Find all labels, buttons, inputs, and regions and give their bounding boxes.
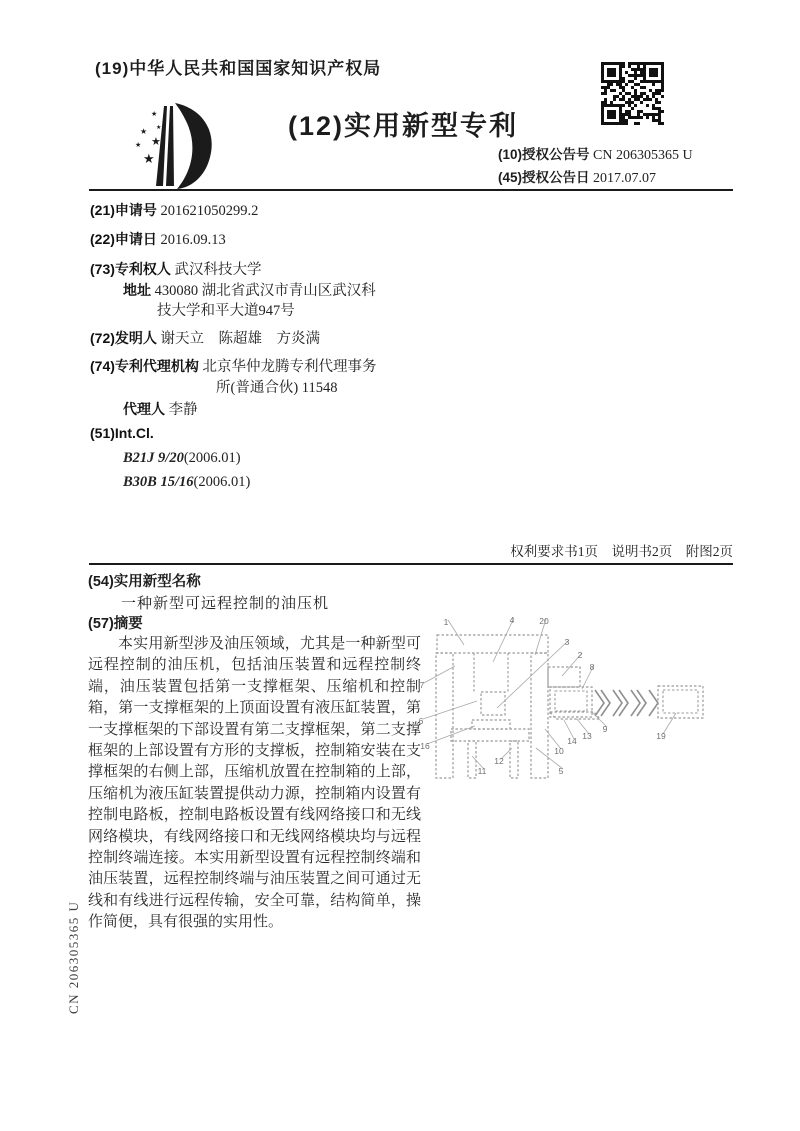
publication-number-label: (10)授权公告号 <box>498 147 590 162</box>
patent-figure <box>415 598 765 812</box>
figure-compressor <box>548 667 580 687</box>
svg-text:3: 3 <box>564 637 570 647</box>
figure-support-plate <box>472 720 510 729</box>
intcl-class: B21J 9/20 <box>123 450 184 466</box>
side-publication-code: CN 206305365 U <box>66 900 81 1014</box>
svg-text:14: 14 <box>567 736 577 746</box>
svg-text:19: 19 <box>656 731 666 741</box>
application-date-label: (22)申请日 <box>90 231 157 247</box>
star-icon: ★ <box>143 152 155 167</box>
star-icon: ★ <box>156 124 162 131</box>
signal-arrows-icon <box>595 690 658 716</box>
figure-top-beam <box>437 635 548 653</box>
svg-text:16: 16 <box>420 741 430 751</box>
inventors-line <box>90 327 320 348</box>
star-icon: ★ <box>135 141 142 149</box>
application-date: 2016.09.13 <box>160 232 226 248</box>
pages-info: 权利要求书1页 说明书2页 附图2页 <box>510 544 733 559</box>
intcl-label: (51)Int.Cl. <box>90 425 154 441</box>
cnipa-logo <box>125 98 235 190</box>
figure-leg <box>510 741 518 778</box>
address-line-2 <box>157 299 295 320</box>
address-line-1 <box>123 279 376 300</box>
svg-text:4: 4 <box>509 615 515 625</box>
header-divider <box>89 189 733 191</box>
application-number: 201621050299.2 <box>160 203 259 219</box>
abstract-section-label: (57)摘要 <box>88 616 143 632</box>
agency-value-1: 北京华仲龙腾专利代理事务 <box>202 359 377 375</box>
address-label: 地址 <box>123 282 151 298</box>
publication-number-line <box>498 143 693 164</box>
svg-text:20: 20 <box>539 616 549 626</box>
agency-line-2 <box>216 376 338 397</box>
patentee-line <box>90 258 262 279</box>
address-value-1: 430080 湖北省武汉市青山区武汉科 <box>154 283 376 299</box>
intcl-entry <box>123 450 241 467</box>
publication-date-line <box>498 166 656 187</box>
star-icon: ★ <box>140 127 148 136</box>
abstract-paragraph: 本实用新型涉及油压领域，尤其是一种新型可远程控制的油压机，包括油压装置和远程控制终端，油压装置包括第一支撑框架、压缩机和控制箱，第一支撑框架的上顶面设置有液压缸装置，第一支撑框架的下部设置有第二支撑框架，第二支撑框架的上部设置有方形的支撑板，控制箱安装在支撑框架的右侧上部，压缩机放置在控制箱的上部，压缩机为液压缸装置提供动力源，控制箱内设置有控制电路板，控制电路板设置有线网络接口和无线网络模块，有线网络接口和无线网络模块均与远程控制终端连接。本实用新型设置有远程控制终端和油压装置，远程控制终端与油压装置之间可通过无线和有线进行远程传输，安全可靠，结构简单，操作简便，具有很强的实用性。 <box>88 636 421 931</box>
agent-label: 代理人 <box>123 401 165 417</box>
star-icon: ★ <box>151 110 158 118</box>
svg-text:8: 8 <box>589 662 595 672</box>
svg-text:11: 11 <box>477 766 487 776</box>
svg-text:1: 1 <box>443 617 449 627</box>
application-number-line <box>90 200 258 220</box>
application-number-label: (21)申请号 <box>90 202 157 218</box>
svg-text:5: 5 <box>558 766 564 776</box>
application-date-line <box>90 229 226 249</box>
intcl-entry <box>123 474 250 491</box>
star-icon: ★ <box>151 135 161 148</box>
svg-text:12: 12 <box>494 756 504 766</box>
svg-text:6: 6 <box>418 716 424 726</box>
intcl-version: (2006.01) <box>193 474 251 490</box>
inventors-label: (72)发明人 <box>90 330 157 346</box>
agent: 李静 <box>168 402 198 418</box>
abstract-text <box>88 634 421 934</box>
svg-text:7: 7 <box>419 680 425 690</box>
inventors: 谢天立 陈超雄 方炎满 <box>160 331 321 347</box>
publication-number: CN 206305365 U <box>593 148 693 163</box>
patentee: 武汉科技大学 <box>174 262 262 278</box>
patentee-label: (73)专利权人 <box>90 261 171 277</box>
svg-text:2: 2 <box>577 650 583 660</box>
intcl-heading <box>90 425 154 443</box>
agent-line <box>123 398 198 419</box>
issuing-office: (19)中华人民共和国国家知识产权局 <box>95 59 382 78</box>
svg-text:9: 9 <box>602 724 608 734</box>
agency-label: (74)专利代理机构 <box>90 358 199 374</box>
intcl-class: B30B 15/16 <box>123 474 194 490</box>
document-type: (12)实用新型专利 <box>288 111 519 141</box>
figure-right-column <box>531 653 548 778</box>
agency-value-2: 所(普通合伙) 11548 <box>216 380 338 396</box>
figure-control-screen <box>555 691 587 711</box>
section-divider <box>89 563 733 565</box>
intcl-version: (2006.01) <box>183 450 241 466</box>
address-value-2: 技大学和平大道947号 <box>157 303 295 319</box>
title-section-label: (54)实用新型名称 <box>88 574 201 590</box>
svg-text:13: 13 <box>582 731 592 741</box>
publication-date-label: (45)授权公告日 <box>498 170 590 185</box>
agency-line-1 <box>90 355 377 376</box>
figure-remote-terminal-screen <box>663 690 698 713</box>
publication-date: 2017.07.07 <box>593 171 657 186</box>
svg-text:10: 10 <box>554 746 564 756</box>
figure-callouts <box>419 615 676 776</box>
qr-code <box>601 62 667 128</box>
invention-title: 一种新型可远程控制的油压机 <box>121 596 330 612</box>
